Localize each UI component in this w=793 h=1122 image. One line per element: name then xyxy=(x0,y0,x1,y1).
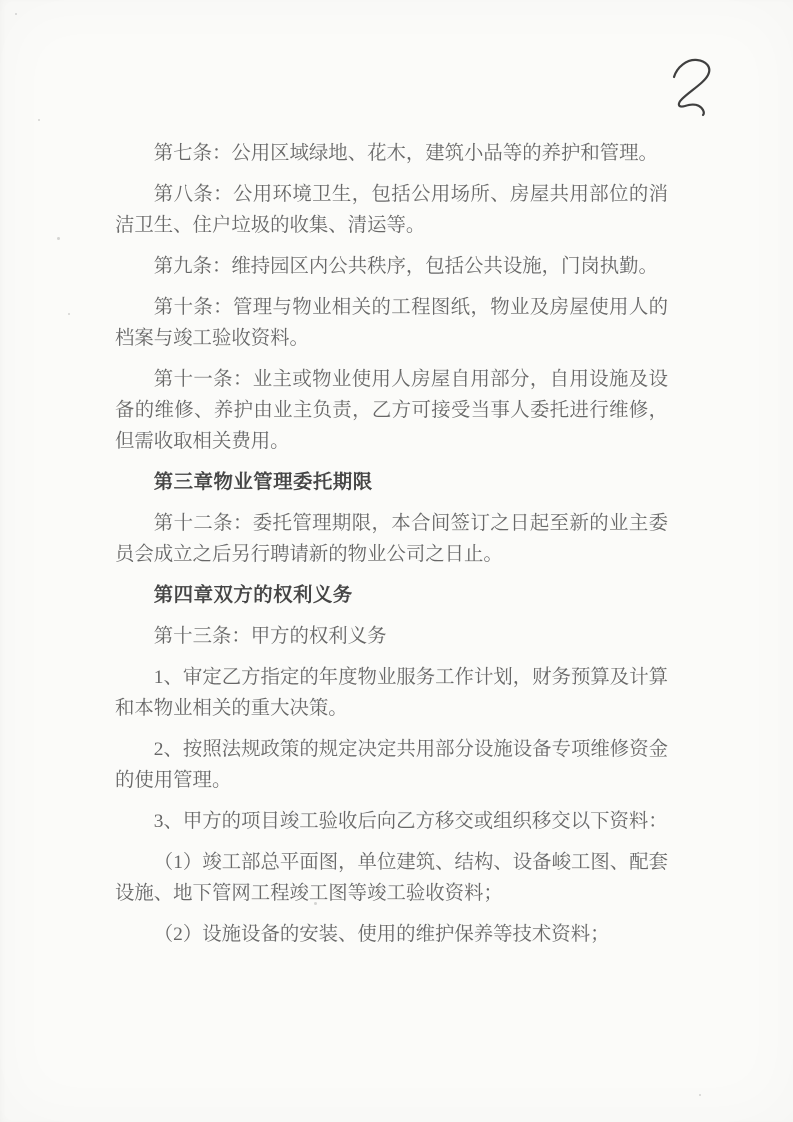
scan-speck xyxy=(38,119,40,121)
scan-speck xyxy=(68,313,70,315)
contract-paragraph: 第八条：公用环境卫生，包括公用场所、房屋共用部位的消洁卫生、住户垃圾的收集、清运等。 xyxy=(115,184,668,236)
contract-paragraph: 第九条：维持园区内公共秩序，包括公共设施，门岗执勤。 xyxy=(153,256,658,277)
contract-paragraph: 3、甲方的项目竣工验收后向乙方移交或组织移交以下资料： xyxy=(153,811,668,832)
scan-speck xyxy=(15,13,17,15)
chapter-heading: 第四章双方的权利义务 xyxy=(153,585,353,606)
document-body xyxy=(115,138,668,960)
contract-paragraph: 第十二条：委托管理期限，本合间签订之日起至新的业主委员会成立之后另行聘请新的物业公司之日止。 xyxy=(115,513,668,565)
contract-paragraph: 第十条：管理与物业相关的工程图纸，物业及房屋使用人的档案与竣工验收资料。 xyxy=(115,297,668,349)
handwritten-digit-2-icon xyxy=(668,56,720,118)
contract-paragraph: 第十一条：业主或物业使用人房屋自用部分，自用设施及设备的维修、养护由业主负责，乙方可接受当事人委托进行维修，但需收取相关费用。 xyxy=(115,369,668,452)
contract-paragraph: 第十三条：甲方的权利义务 xyxy=(153,626,387,647)
handwritten-page-number xyxy=(668,56,720,118)
chapter-heading: 第三章物业管理委托期限 xyxy=(153,472,373,493)
scan-speck xyxy=(314,902,317,905)
contract-paragraph: 2、按照法规政策的规定决定共用部分设施设备专项维修资金的使用管理。 xyxy=(115,739,668,791)
scan-speck xyxy=(57,237,60,240)
contract-paragraph: 第七条：公用区域绿地、花木，建筑小品等的养护和管理。 xyxy=(153,143,658,164)
contract-paragraph: （1）竣工部总平面图，单位建筑、结构、设备峻工图、配套设施、地下管网工程竣工图等竣工验收资料； xyxy=(115,852,668,904)
contract-paragraph: 1、审定乙方指定的年度物业服务工作计划，财务预算及计算和本物业相关的重大决策。 xyxy=(115,667,668,719)
scan-speck xyxy=(699,1094,701,1096)
contract-paragraph: （2）设施设备的安装、使用的维护保养等技术资料； xyxy=(153,924,610,945)
